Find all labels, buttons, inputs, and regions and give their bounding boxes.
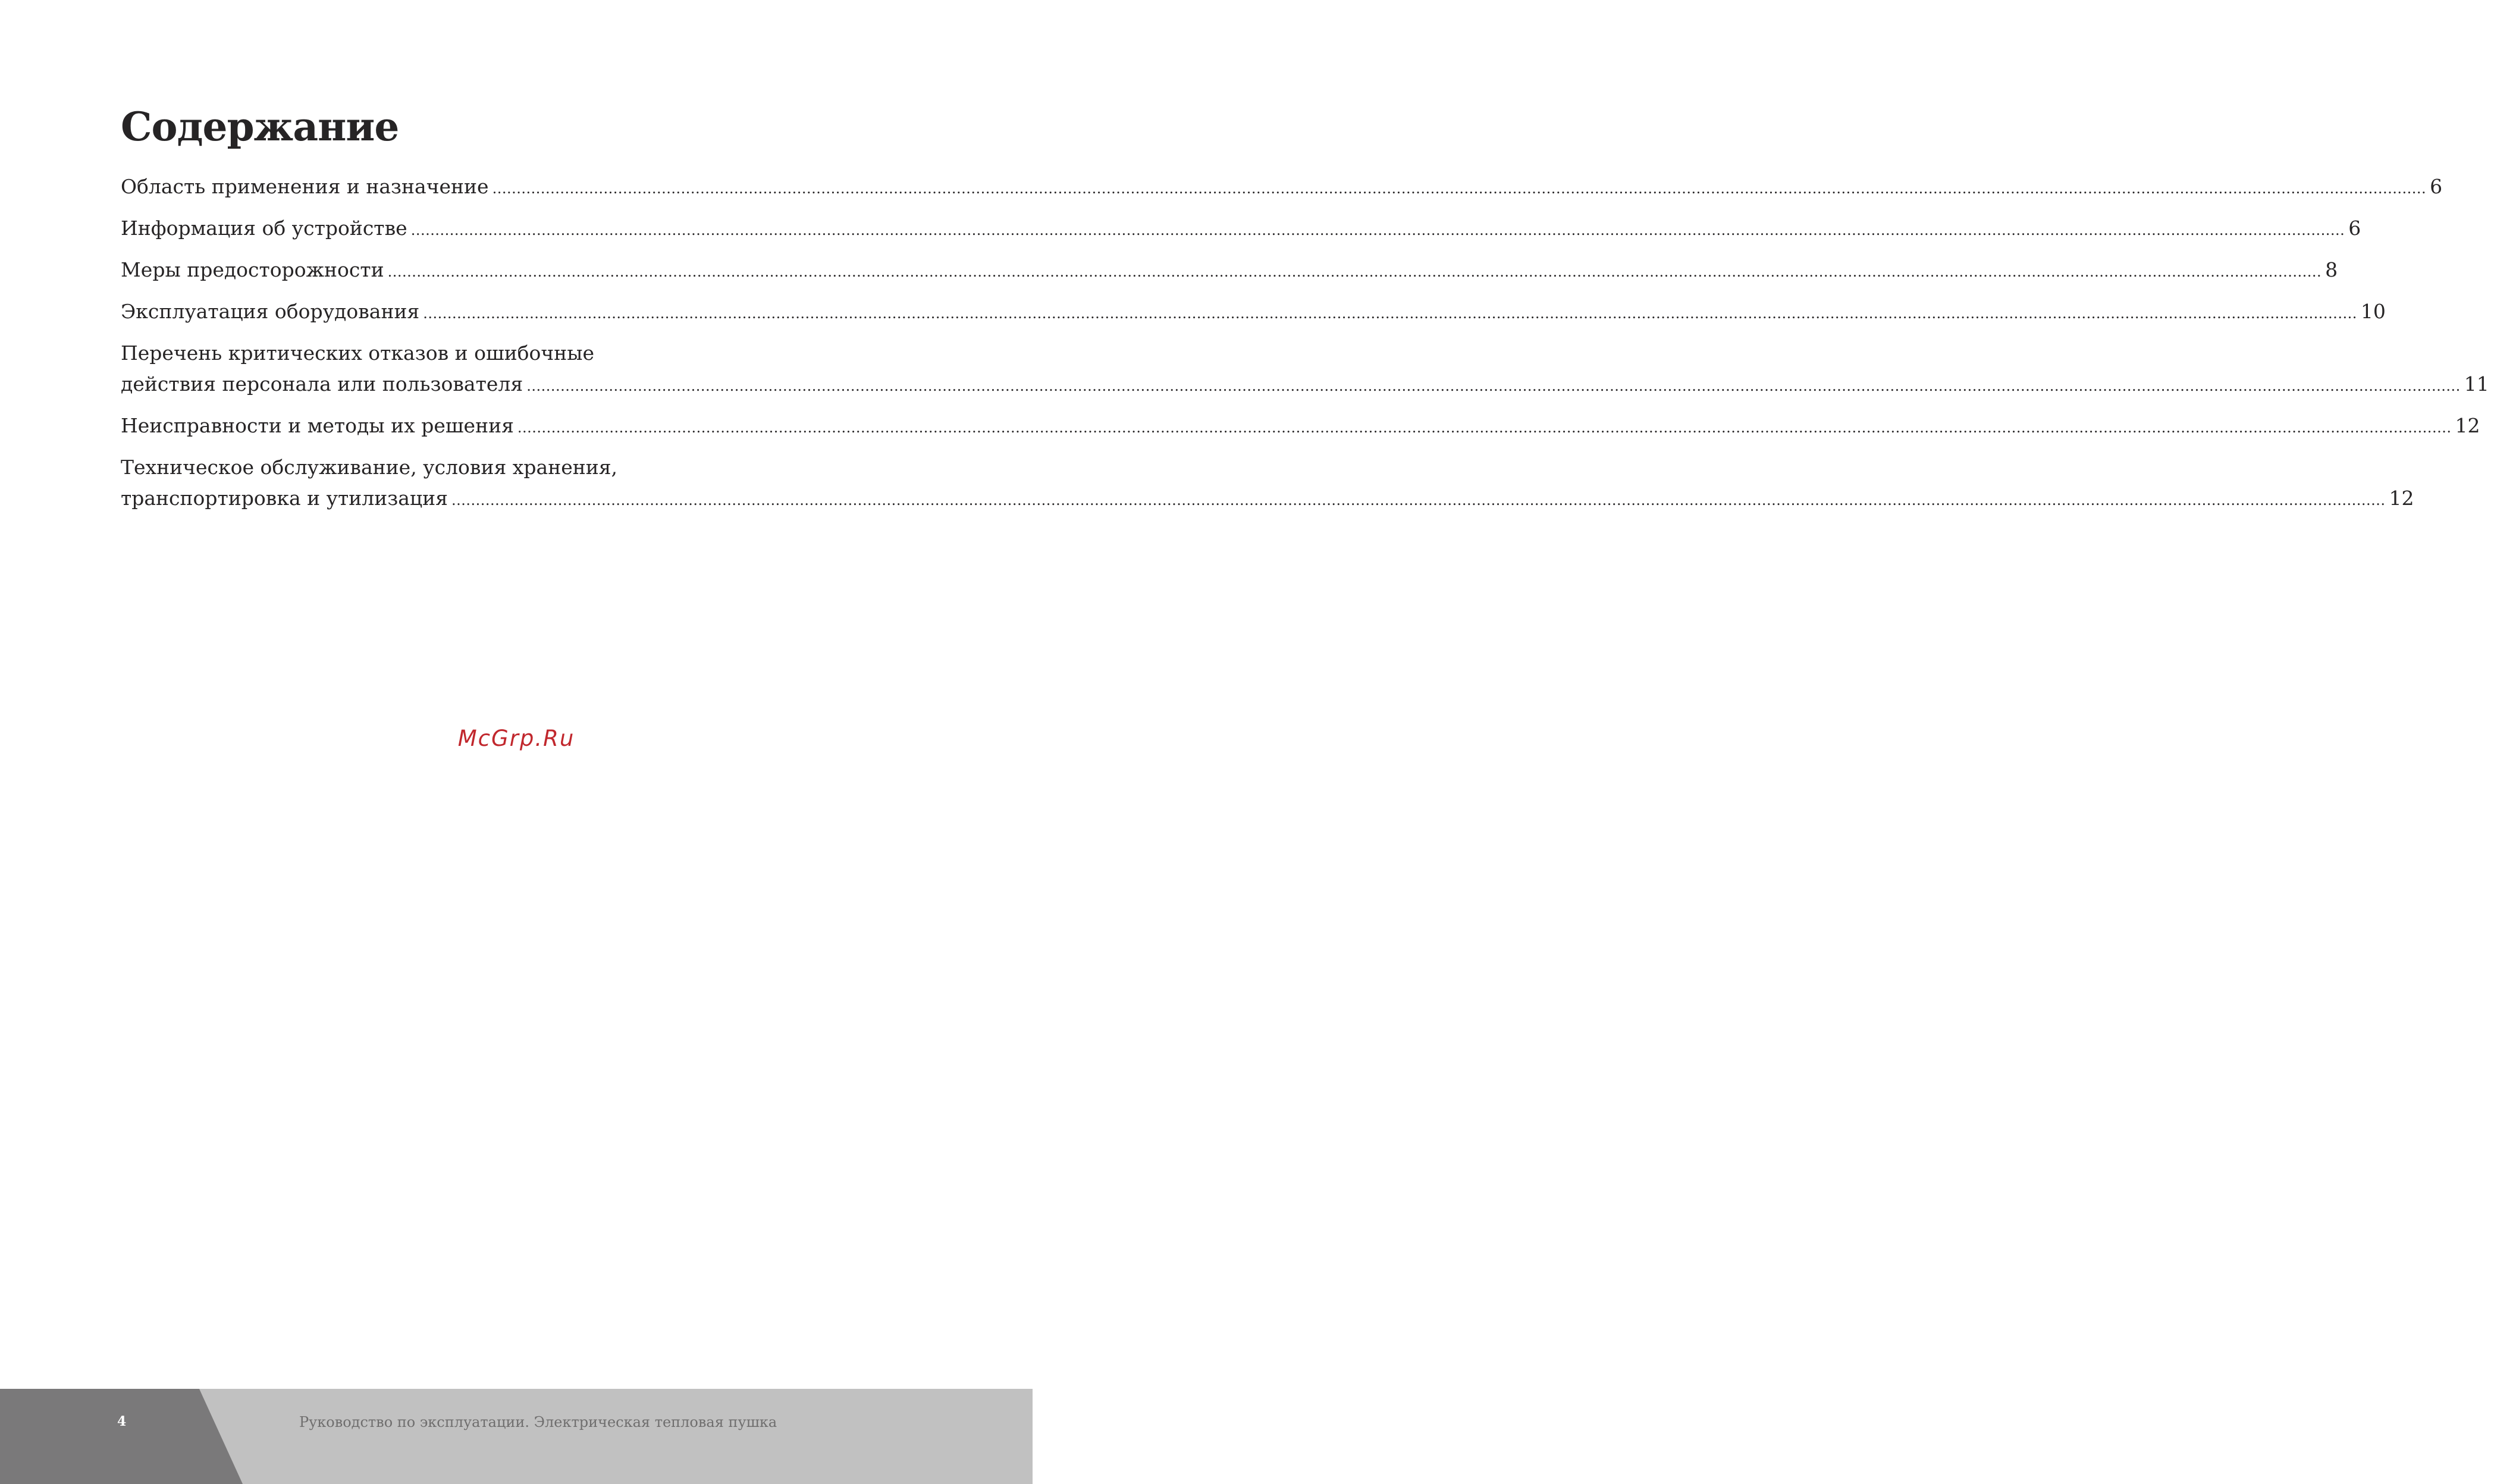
page-title: Содержание bbox=[121, 103, 399, 150]
toc-entry-page: 12 bbox=[2389, 487, 2414, 510]
toc-entry-title: Эксплуатация оборудования bbox=[121, 300, 420, 323]
toc-entry-page: 10 bbox=[2360, 300, 2386, 323]
toc-entry-page: 6 bbox=[2430, 175, 2443, 198]
toc-entry[interactable] bbox=[121, 296, 2386, 329]
toc-entry-title-line-2: действия персонала или пользователя bbox=[121, 372, 523, 396]
watermark: McGrp.Ru bbox=[457, 726, 575, 751]
toc-entry-title-line-1: Техническое обслуживание, условия хранения, bbox=[121, 456, 618, 479]
dot-leader: ................................................................................................................................................................................................................................................................................................................................................................................................................ bbox=[492, 180, 2427, 197]
toc-entry[interactable] bbox=[121, 171, 2443, 204]
dot-leader: ................................................................................................................................................................................................................................................................................................................................................................................................................ bbox=[387, 263, 2322, 280]
toc-entry-title: Информация об устройстве bbox=[121, 217, 407, 240]
toc-entry[interactable] bbox=[121, 410, 2480, 443]
toc-entry-title-line-1: Перечень критических отказов и ошибочные bbox=[121, 341, 595, 365]
footer-document-title: Руководство по эксплуатации. Электрическая тепловая пушка bbox=[299, 1414, 777, 1430]
dot-leader: ................................................................................................................................................................................................................................................................................................................................................................................................................ bbox=[423, 305, 2357, 322]
toc-entry-title-line-2: транспортировка и утилизация bbox=[121, 487, 448, 510]
toc-entry-page: 6 bbox=[2348, 217, 2361, 240]
toc-entry-title: Меры предосторожности bbox=[121, 258, 384, 281]
dot-leader: ................................................................................................................................................................................................................................................................................................................................................................................................................ bbox=[517, 419, 2452, 436]
toc-entry-title: Область применения и назначение bbox=[121, 175, 489, 198]
toc-entry[interactable] bbox=[121, 338, 2489, 401]
dot-leader: ................................................................................................................................................................................................................................................................................................................................................................................................................ bbox=[410, 222, 2345, 239]
toc-entry[interactable] bbox=[121, 255, 2338, 287]
dot-leader: ................................................................................................................................................................................................................................................................................................................................................................................................................ bbox=[526, 378, 2461, 394]
footer-page-tab bbox=[0, 1389, 250, 1484]
toc-entry-title: Неисправности и методы их решения bbox=[121, 414, 514, 437]
toc-entry[interactable] bbox=[121, 213, 2361, 246]
toc-entry[interactable] bbox=[121, 452, 2414, 516]
dot-leader: ................................................................................................................................................................................................................................................................................................................................................................................................................ bbox=[451, 492, 2386, 509]
page-footer bbox=[0, 1389, 1033, 1484]
toc-entry-page: 8 bbox=[2325, 258, 2338, 281]
toc-entry-page: 12 bbox=[2455, 414, 2480, 437]
footer-page-number: 4 bbox=[117, 1414, 127, 1429]
toc-entry-page: 11 bbox=[2464, 372, 2489, 396]
